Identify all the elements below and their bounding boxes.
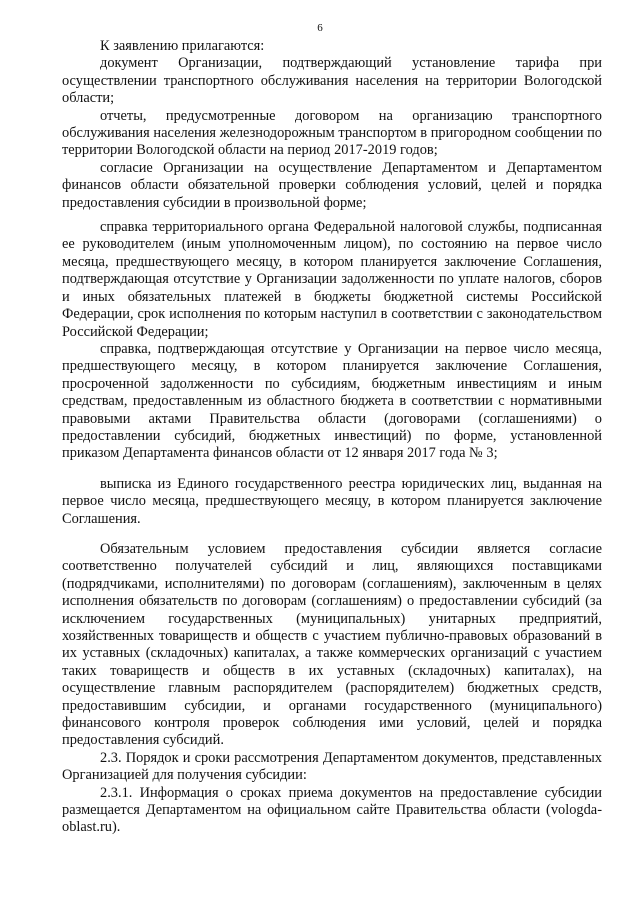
page-number: 6 bbox=[317, 22, 323, 34]
paragraph: Обязательным условием предоставления субсидии является согласие соответственно получателей субсидий и лиц, являющихся поставщиками (подрядчиками, исполнителями) по договорам (соглашениям), заключенным в целях исполнения обязательств по договорам (соглашениям) о предоставлении субсидий (за исключением государственных (муниципальных) унитарных предприятий, хозяйственных товариществ и обществ с участием публично-правовых образований в их уставных (складочных) капиталах, а также коммерческих организаций с участием таких товариществ и обществ в их уставных (складочных) капиталах), на осуществление главным распорядителем (распорядителем) бюджетных средств, предоставившим субсидии, и органами государственного (муниципального) финансового контроля проверок соблюдения ими условий, целей и порядка предоставления субсидий. bbox=[62, 540, 602, 749]
document-body bbox=[62, 38, 602, 837]
attachments-heading: К заявлению прилагаются: bbox=[100, 38, 265, 54]
list-item: справка территориального органа Федеральной налоговой службы, подписанная ее руководителем (иным уполномоченным лицом), по состоянию на первое число месяца, предшествующего месяцу, в котором планируется заключение Соглашения, подтверждающая отсутствие у Организации задолженности по уплате налогов, сборов и иных обязательных платежей в бюджеты бюджетной системы Российской Федерации, срок исполнения по которым наступил в соответствии с законодательством Российской Федерации; bbox=[62, 219, 602, 340]
list-item: выписка из Единого государственного реестра юридических лиц, выданная на первое число месяца, предшествующего месяцу, в котором планируется заключение Соглашения. bbox=[62, 475, 602, 527]
list-item: согласие Организации на осуществление Департаментом и Департаментом финансов области обязательной проверки соблюдения условий, целей и порядка предоставления субсидии в произвольной форме; bbox=[62, 159, 602, 211]
list-item: справка, подтверждающая отсутствие у Организации на первое число месяца, предшествующего месяцу, в котором планируется заключение Соглашения, просроченной задолженности по субсидиям, бюджетным инвестициям и иным средствам, предоставленным из областного бюджета в соответствии с нормативными правовыми актами Правительства области (договорами (соглашениями) о предоставлении субсидий, бюджетных инвестиций) по форме, установленной приказом Департамента финансов области от 12 января 2017 года № 3; bbox=[62, 340, 602, 462]
list-item: документ Организации, подтверждающий установление тарифа при осуществлении транспортного обслуживания населения на территории Вологодской области; bbox=[62, 55, 602, 107]
list-item: отчеты, предусмотренные договором на организацию транспортного обслуживания населения железнодорожным транспортом в пригородном сообщении по территории Вологодской области на период 2017-2019 годов; bbox=[62, 107, 602, 159]
section-heading: 2.3. Порядок и сроки рассмотрения Департаментом документов, представленных Организацией для получения субсидии: bbox=[62, 749, 602, 784]
paragraph: 2.3.1. Информация о сроках приема документов на предоставление субсидии размещается Департаментом на официальном сайте Правительства области (vologda-oblast.ru). bbox=[62, 784, 602, 836]
